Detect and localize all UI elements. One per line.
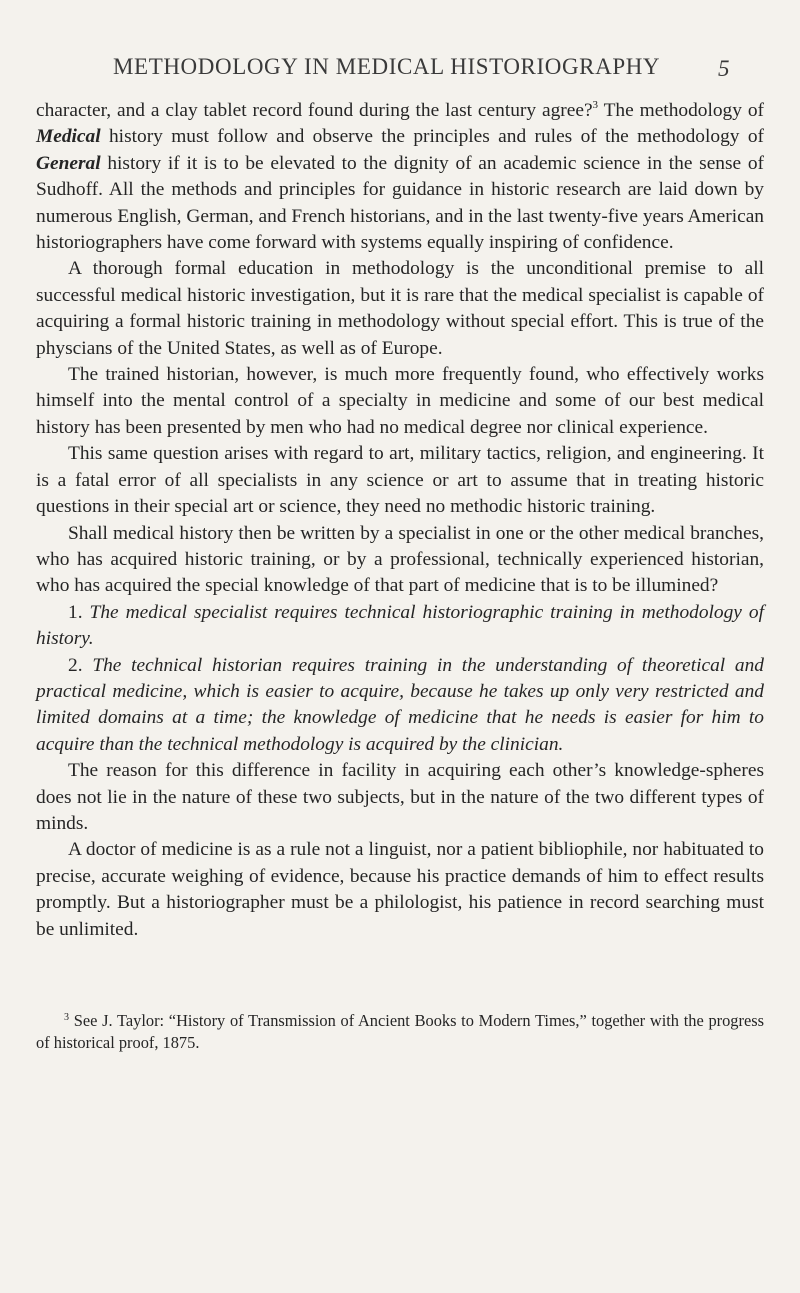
paragraph: The reason for this difference in facility in acquiring each other’s knowledge-spheres does not lie in the nature of these two subjects, but in the nature of the two different types of minds. bbox=[36, 760, 764, 834]
item-number: 2. bbox=[68, 654, 93, 676]
page-number: 5 bbox=[718, 56, 730, 81]
italic-statement: The medical specialist requires technical historiographic training in methodology of history. bbox=[36, 601, 765, 650]
paragraph-text: The methodology of bbox=[598, 100, 764, 121]
paragraph-text: character, and a clay tablet record found during the last century agree? bbox=[36, 100, 593, 121]
emphasis-general: General bbox=[36, 152, 101, 174]
italic-statement: The technical historian requires training in the understanding of theoretical and practical medicine, which is easier to acquire, because he takes up only very restricted and limited domains at a time; the knowledge of medicine that he needs is easier for him to acquire than the technical methodology is acquired by the clinician. bbox=[36, 654, 765, 755]
footnote-text: See J. Taylor: “History of Transmission of Ancient Books to Modern Times,” together with the progress of historical proof, 1875. bbox=[36, 1011, 764, 1052]
footnote-reference: 3 bbox=[592, 99, 599, 111]
numbered-paragraph bbox=[36, 600, 764, 653]
paragraph: A doctor of medicine is as a rule not a linguist, nor a patient bibliophile, nor habituated to precise, accurate weighing of evidence, because his practice demands of him to effect results promptly. But a historiographer must be a philologist, his patience in record searching must be unlimited. bbox=[36, 839, 764, 940]
footnote-marker: 3 bbox=[64, 1012, 69, 1023]
paragraph: The trained historian, however, is much more frequently found, who effectively works himself into the mental control of a specialty in medicine and some of our best medical history has been presented by men who had no medical degree nor clinical experience. bbox=[36, 364, 764, 438]
numbered-paragraph bbox=[36, 653, 764, 759]
paragraph bbox=[36, 98, 764, 256]
paragraph: A thorough formal education in methodology is the unconditional premise to all successful medical historic investigation, but it is rare that the medical specialist is capable of acquiring a formal historic training in methodology without special effort. This is true of the physcians of the United States, as well as of Europe. bbox=[36, 258, 764, 359]
paragraph-text: history if it is to be elevated to the dignity of an academic science in the sense of Sudhoff. All the methods and principles for guidance in historic research are laid down by numerous English, German, and French historians, and in the last twenty-five years American historiographers have come forward with systems equally inspiring of confidence. bbox=[36, 152, 764, 254]
body-text bbox=[36, 98, 764, 943]
running-head: METHODOLOGY IN MEDICAL HISTORIOGRAPHY bbox=[113, 54, 661, 79]
footnote bbox=[36, 1010, 764, 1054]
item-number: 1. bbox=[68, 601, 90, 623]
paragraph-text: history must follow and observe the principles and rules of the methodology of bbox=[100, 126, 764, 148]
paragraph: Shall medical history then be written by a specialist in one or the other medical branches, who has acquired historic training, or by a professional, technically experienced historian, who has acquired the special knowledge of that part of medicine that is to be illumined? bbox=[36, 522, 764, 597]
paragraph: This same question arises with regard to art, military tactics, religion, and engineering. It is a fatal error of all specialists in any science or art to assume that in treating historic questions in their special art or science, they need no methodic historic training. bbox=[36, 443, 764, 518]
emphasis-medical: Medical bbox=[36, 126, 101, 148]
